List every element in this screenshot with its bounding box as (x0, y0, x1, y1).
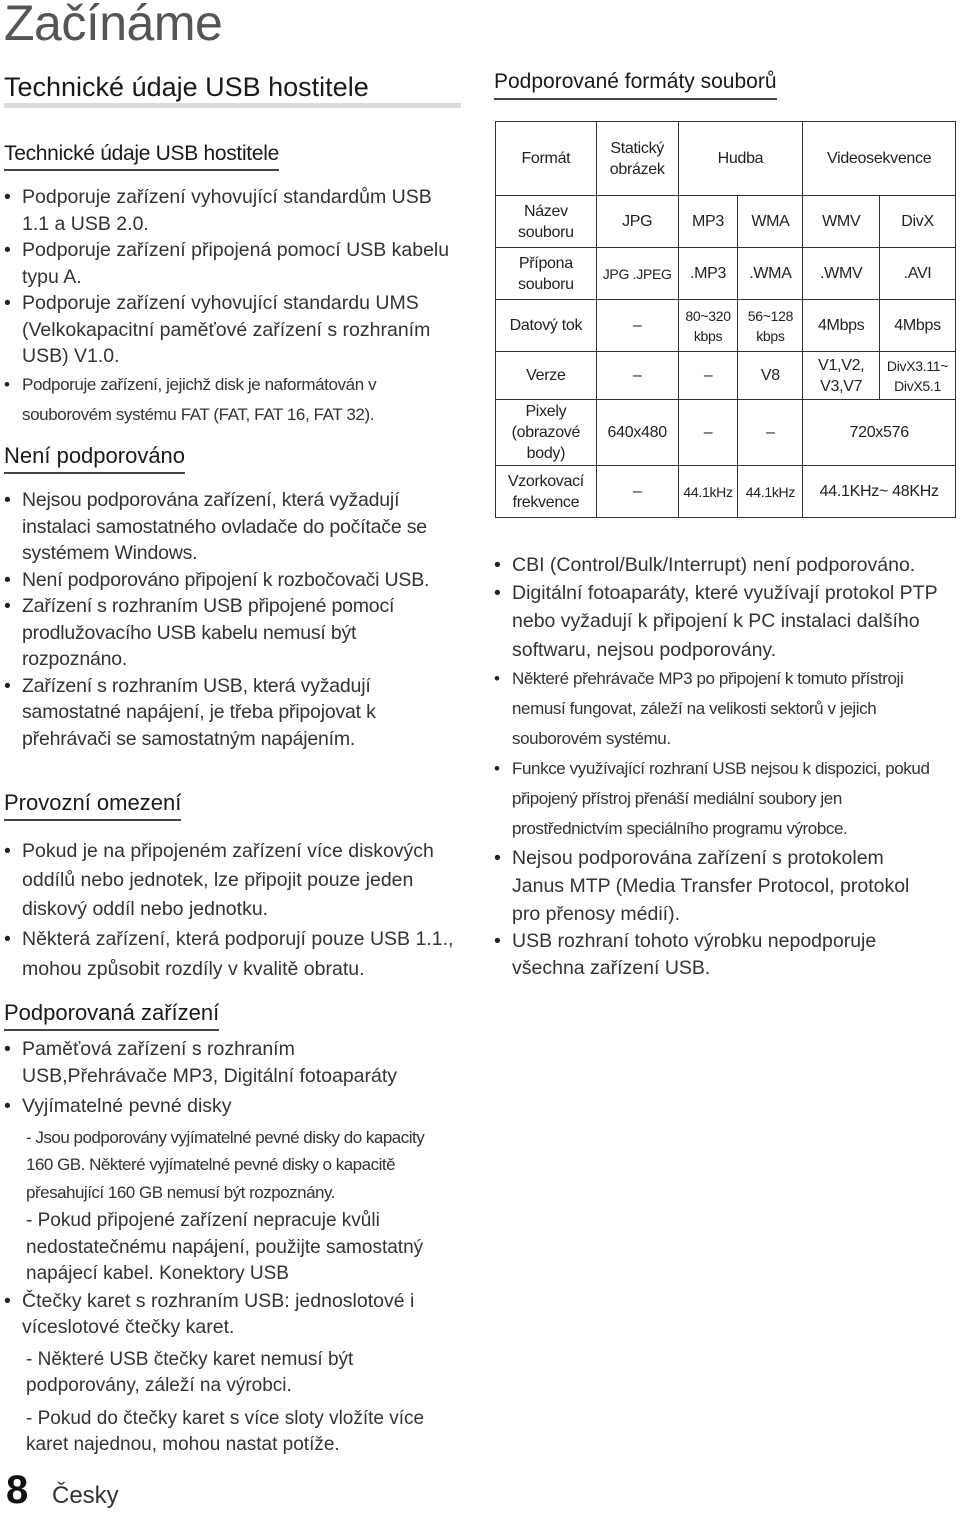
table-cell: 720x576 (803, 400, 956, 466)
list-item: • Některé přehrávače MP3 po připojení k tomuto přístroji nemusí fungovat, záleží na velikosti sektorů v jejich souborovém systému. (494, 664, 948, 754)
list-item: • Funkce využívající rozhraní USB nejsou k dispozici, pokud připojený přístroj přenáší mediální soubory jen prostřednictvím speciálního programu výrobce. (494, 754, 948, 844)
page-number: 8 (6, 1468, 29, 1512)
table-row (496, 300, 956, 352)
table-row (496, 352, 956, 400)
header-format: Formát (496, 122, 597, 196)
list-item: • Nejsou podporována zařízení s protokolem Janus MTP (Media Transfer Protocol, protokol pro přenosy médií). (494, 844, 948, 928)
subsection-unsupported-title: Není podporováno (4, 443, 185, 474)
header-music: Hudba (678, 122, 803, 196)
table-cell: 4Mbps (803, 300, 880, 352)
list-item: • Pokud je na připojeném zařízení více diskových oddílů nebo jednotek, lze připojit pouze jeden diskový oddíl nebo jednotku. (4, 837, 460, 924)
list-item: • Digitální fotoaparáty, které využívají protokol PTP nebo vyžadují k připojení k PC instalaci dalšího softwaru, nejsou podporovány. (494, 579, 948, 665)
list-item: • Některá zařízení, která podporují pouze USB 1.1., mohou způsobit rozdíly v kvalitě obratu. (4, 924, 460, 984)
row-label-pixels: Pixely (obrazové body) (496, 400, 597, 466)
row-label-sample-rate: Vzorkovací frekvence (496, 466, 597, 518)
table-cell: – (596, 300, 678, 352)
row-label-rate: Datový tok (496, 300, 597, 352)
table-cell: WMV (803, 196, 880, 248)
subsection-devices (4, 1000, 219, 1031)
table-cell: – (738, 400, 803, 466)
table-cell: .WMA (738, 248, 803, 300)
list-item: • Zařízení s rozhraním USB, která vyžadují samostatné napájení, je třeba připojovat k přehrávači se samostatným napájením. (4, 673, 460, 753)
table-cell: – (678, 352, 738, 400)
formats-table (495, 121, 956, 518)
table-cell: – (596, 352, 678, 400)
table-cell: 44.1kHz (678, 466, 738, 518)
devices-list-b (4, 1288, 460, 1341)
table-cell: V1,V2, V3,V7 (803, 352, 880, 400)
subsection-devices-title: Podporovaná zařízení (4, 1000, 219, 1031)
table-cell: JPG (596, 196, 678, 248)
spec-list (4, 184, 456, 430)
page-language: Česky (52, 1482, 119, 1509)
list-item: • Nejsou podporována zařízení, která vyžadují instalaci samostatného ovladače do počítače se systémem Windows. (4, 487, 460, 567)
limits-list (4, 837, 460, 984)
list-item: • Není podporováno připojení k rozbočovači USB. (4, 567, 460, 594)
subsection-spec (4, 142, 279, 171)
list-item: • Čtečky karet s rozhraním USB: jednoslotové i víceslotové čtečky karet. (4, 1288, 460, 1341)
devices-note: - Jsou podporovány vyjímatelné pevné disky do kapacity 160 GB. Některé vyjímatelné pevné disky o kapacitě přesahující 160 GB nemusí být rozpoznány. (26, 1127, 425, 1202)
devices-list-a (4, 1036, 460, 1120)
subsection-limits-title: Provozní omezení (4, 790, 181, 821)
table-cell: MP3 (678, 196, 738, 248)
table-row (496, 466, 956, 518)
subsection-limits (4, 790, 181, 821)
section-heading-usb-host: Technické údaje USB hostitele (4, 72, 369, 102)
table-cell: 56~128 kbps (738, 300, 803, 352)
table-row (496, 196, 956, 248)
table-cell: .MP3 (678, 248, 738, 300)
table-cell: DivX3.11~ DivX5.1 (880, 352, 956, 400)
header-still-image: Statický obrázek (596, 122, 678, 196)
subsection-unsupported (4, 443, 185, 474)
table-cell: 80~320 kbps (678, 300, 738, 352)
devices-note: - Některé USB čtečky karet nemusí být podporovány, záleží na výrobci. (26, 1348, 354, 1396)
row-label-version: Verze (496, 352, 597, 400)
devices-note: - Pokud do čtečky karet s více sloty vložíte více karet najednou, mohou nastat potíže. (26, 1407, 425, 1455)
list-item: • USB rozhraní tohoto výrobku nepodporuje všechna zařízení USB. (494, 928, 948, 981)
formats-notes-list (494, 552, 948, 981)
list-item: • CBI (Control/Bulk/Interrupt) není podporováno. (494, 552, 948, 579)
section-heading-formats: Podporované formáty souborů (494, 70, 777, 100)
list-item: • Vyjímatelné pevné disky (4, 1093, 460, 1120)
row-label-name: Název souboru (496, 196, 597, 248)
table-row (496, 248, 956, 300)
table-cell: – (596, 466, 678, 518)
table-header-row (496, 122, 956, 196)
heading-rule (4, 103, 461, 108)
table-cell: .WMV (803, 248, 880, 300)
table-cell: WMA (738, 196, 803, 248)
table-cell: – (678, 400, 738, 466)
row-label-ext: Přípona souboru (496, 248, 597, 300)
table-cell: 640x480 (596, 400, 678, 466)
table-cell: 44.1kHz (738, 466, 803, 518)
unsupported-list (4, 487, 460, 752)
table-row (496, 400, 956, 466)
table-cell: .AVI (880, 248, 956, 300)
list-item: • Podporuje zařízení, jejichž disk je naformátován v souborovém systému FAT (FAT, FAT 16, FAT 32). (4, 370, 456, 430)
list-item: • Podporuje zařízení vyhovující standardům USB 1.1 a USB 2.0. (4, 184, 456, 237)
list-item: • Podporuje zařízení vyhovující standardu UMS (Velkokapacitní paměťové zařízení s rozhraním USB) V1.0. (4, 290, 456, 370)
list-item: • Podporuje zařízení připojená pomocí USB kabelu typu A. (4, 237, 456, 290)
table-cell: V8 (738, 352, 803, 400)
list-item: • Paměťová zařízení s rozhraním USB,Přehrávače MP3, Digitální fotoaparáty (4, 1036, 460, 1089)
devices-note: - Pokud připojené zařízení nepracuje kvůli nedostatečnému napájení, použijte samostatný napájecí kabel. Konektory USB (26, 1210, 424, 1284)
list-item: • Zařízení s rozhraním USB připojené pomocí prodlužovacího USB kabelu nemusí být rozpoznáno. (4, 593, 460, 673)
table-cell: DivX (880, 196, 956, 248)
header-video: Videosekvence (803, 122, 956, 196)
table-cell: 4Mbps (880, 300, 956, 352)
subsection-spec-title: Technické údaje USB hostitele (4, 142, 279, 171)
table-cell: 44.1KHz~ 48KHz (803, 466, 956, 518)
chapter-title: Začínáme (4, 0, 223, 51)
table-cell: JPG .JPEG (596, 248, 678, 300)
devices-block (4, 1036, 460, 1459)
